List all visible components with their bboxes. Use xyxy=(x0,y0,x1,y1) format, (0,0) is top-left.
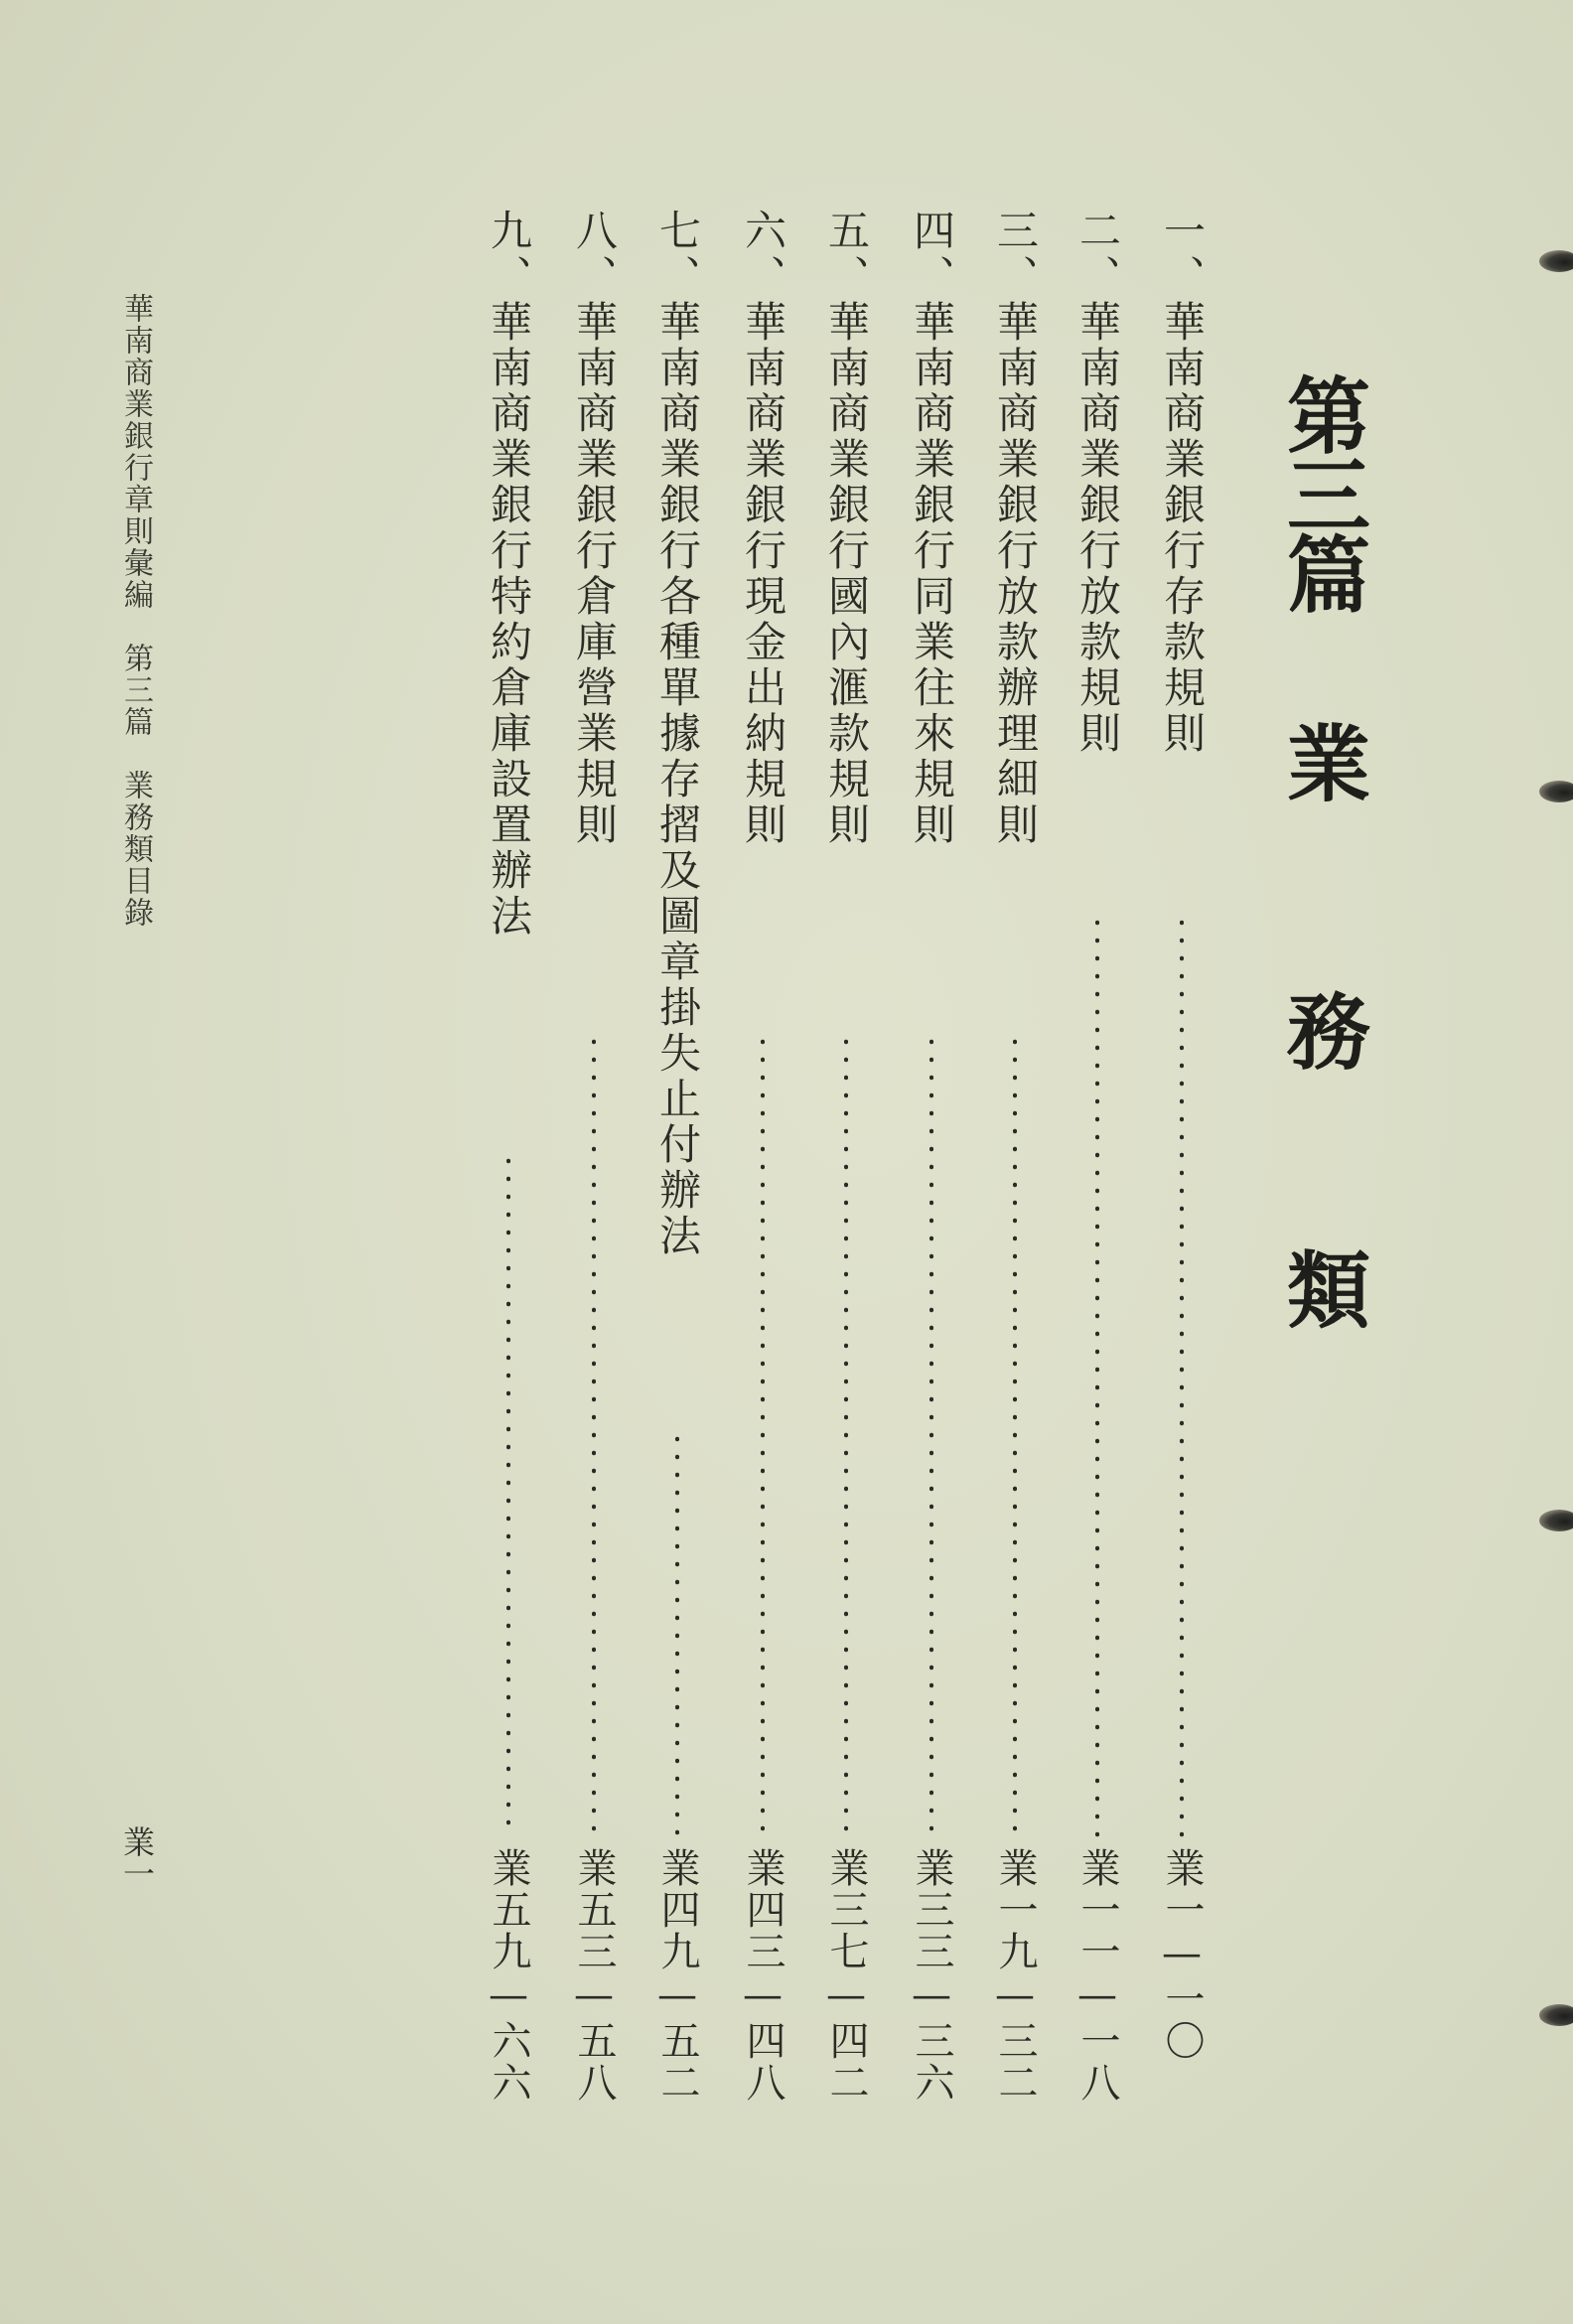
section-title-char: 務 xyxy=(1286,983,1370,1082)
toc-entry-title: 四、華南商業銀行同業往來規則 xyxy=(908,209,956,848)
toc-entry[interactable] xyxy=(647,209,707,2155)
toc-entry[interactable] xyxy=(479,209,538,2155)
toc-entry-pages: 業四三—四八 xyxy=(740,1847,786,2104)
section-title-char: 業 xyxy=(1286,715,1370,813)
toc-entry-pages: 業一九—三二 xyxy=(992,1847,1038,2104)
dot-leader xyxy=(844,1033,848,1837)
toc-entry-pages: 業五九—六六 xyxy=(486,1847,531,2104)
dot-leader xyxy=(506,1152,510,1837)
section-title xyxy=(1279,367,1378,1361)
toc-entry-title: 七、華南商業銀行各種單據存摺及圖章掛失止付辦法 xyxy=(653,209,702,1259)
toc-entry[interactable] xyxy=(733,209,792,2155)
toc-entry-title: 六、華南商業銀行現金出納規則 xyxy=(739,209,787,848)
binding-hole-icon xyxy=(1539,2004,1573,2026)
toc-entry[interactable] xyxy=(564,209,624,2155)
toc-entry-title: 八、華南商業銀行倉庫營業規則 xyxy=(570,209,619,848)
dot-leader xyxy=(1013,1033,1017,1837)
toc-entry[interactable] xyxy=(816,209,876,2155)
section-title-char: 篇 xyxy=(1286,526,1370,625)
page-number: 業一 xyxy=(118,1825,156,1889)
toc-entry-pages: 業三三—三六 xyxy=(909,1847,954,2104)
toc-entry-title: 三、華南商業銀行放款辦理細則 xyxy=(991,209,1040,848)
dot-leader xyxy=(1180,914,1184,1837)
dot-leader xyxy=(761,1033,765,1837)
toc-entry-title: 二、華南商業銀行放款規則 xyxy=(1073,209,1122,757)
section-title-char: 第 xyxy=(1286,367,1370,466)
dot-leader xyxy=(930,1033,933,1837)
toc-entry-pages: 業一一—一八 xyxy=(1074,1847,1120,2104)
dot-leader xyxy=(675,1430,679,1837)
toc-entry[interactable] xyxy=(1152,209,1212,2155)
toc-entry-pages: 業一—一〇 xyxy=(1159,1847,1205,2062)
binding-hole-icon xyxy=(1539,250,1573,272)
binding-hole-icon xyxy=(1539,1510,1573,1531)
dot-leader xyxy=(592,1033,596,1837)
toc-entry-pages: 業四九—五二 xyxy=(654,1847,700,2104)
toc-entry-title: 九、華南商業銀行特約倉庫設置辦法 xyxy=(485,209,533,940)
toc-entry-pages: 業三七—四二 xyxy=(823,1847,869,2104)
section-title-char: 類 xyxy=(1286,1241,1370,1340)
dot-leader xyxy=(1095,914,1099,1837)
toc-entry-title: 五、華南商業銀行國內滙款規則 xyxy=(822,209,871,848)
toc-entry[interactable] xyxy=(1068,209,1127,2155)
toc-entry-pages: 業五三—五八 xyxy=(571,1847,617,2104)
toc-entry[interactable] xyxy=(902,209,961,2155)
running-header: 華南商業銀行章則彙編 第三篇 業務類目錄 xyxy=(118,293,153,929)
binding-hole-icon xyxy=(1539,781,1573,802)
section-title-char: 三 xyxy=(1286,447,1370,545)
toc-entry-title: 一、華南商業銀行存款規則 xyxy=(1158,209,1207,757)
toc-entry[interactable] xyxy=(985,209,1045,2155)
